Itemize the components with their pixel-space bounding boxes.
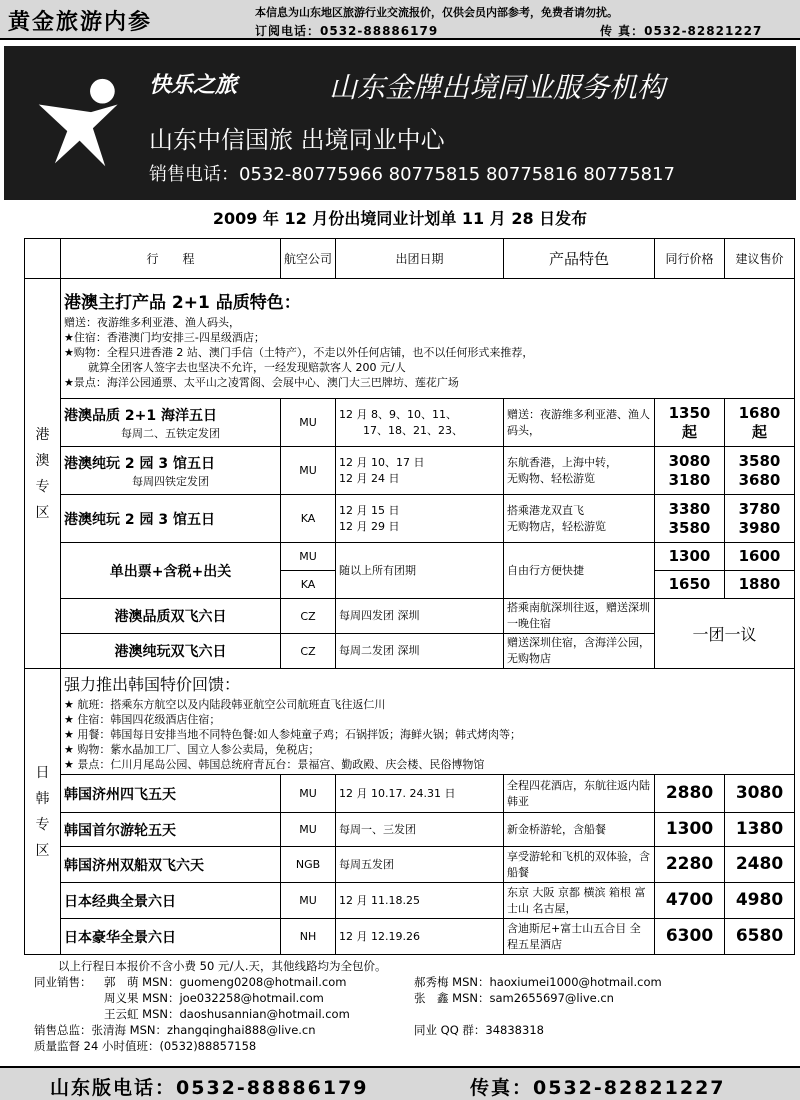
trade-price: 1650 [655, 571, 725, 599]
trade-suffix: 起 [681, 422, 697, 441]
plan-title: 2009 年 12 月份出境同业计划单 11 月 28 日发布 [212, 209, 588, 228]
member-notice: 本信息为山东地区旅游行业交流报价，仅供会员内部参考，免费者请勿扰。 [255, 6, 618, 19]
hk-detail: ★景点：海洋公园通票、太平山之凌霄阁、会展中心、澳门大三巴牌坊、莲花广场 [64, 375, 459, 389]
airline-cell: CZ [281, 599, 336, 634]
table-row [25, 599, 795, 634]
region-jk [25, 669, 61, 955]
retail-suffix: 起 [751, 422, 767, 441]
airline-cell: KA [281, 571, 336, 599]
airline-cell: MU [281, 813, 336, 847]
trade-price: 3380 [668, 499, 711, 518]
table-row [25, 813, 795, 847]
table-row [25, 543, 795, 571]
retail-price: 3680 [738, 470, 781, 489]
trade-price: 3180 [668, 470, 711, 489]
retail-price: 3580 [738, 451, 781, 470]
date-line: 12 月 10、17 日 [339, 455, 425, 469]
date-line: 17、18、21、23、 [363, 423, 463, 437]
airline-cell: MU [281, 775, 336, 813]
qq-group: 同业 QQ 群：34838318 [414, 1023, 544, 1037]
route-name: 单出票+含税+出关 [61, 543, 281, 599]
banner-agency: 山东金牌出境同业服务机构 [329, 71, 666, 104]
feature-cell: 全程四花酒店，东航往返内陆韩亚 [504, 775, 655, 813]
retail-price: 3080 [725, 775, 795, 813]
retail-price: 1880 [725, 571, 795, 599]
date-line: 12 月 15 日 [339, 503, 400, 517]
sales-contact: 张 鑫 MSN：sam2655697@live.cn [414, 991, 614, 1005]
route-note: 每周二、五铁定发团 [121, 426, 220, 440]
route-name: 日本经典全景六日 [61, 883, 281, 919]
table-header [25, 239, 795, 279]
airline-cell: KA [281, 495, 336, 543]
hk-detail: ★住宿：香港澳门均安排三-四星级酒店； [64, 330, 265, 344]
retail-price: 1600 [725, 543, 795, 571]
trade-price: 1350 [668, 403, 711, 422]
table-row [25, 495, 795, 543]
route-name: 港澳品质双飞六日 [61, 599, 281, 634]
trade-price: 1300 [655, 813, 725, 847]
negotiable-price: 一团一议 [655, 599, 795, 669]
price-remark: 以上行程日本报价不含小费 50 元/人.天，其他线路均为全包价。 [58, 959, 387, 973]
date-cell: 随以上所有团期 [336, 543, 504, 599]
trade-price: 2880 [655, 775, 725, 813]
feature-cell: 搭乘南航深圳往返，赠送深圳一晚住宿 [504, 599, 655, 634]
feature-cell: 东京 大阪 京都 横滨 箱根 富士山 名古屋， [504, 883, 655, 919]
sales-label: 同业销售： [34, 975, 92, 989]
masthead: 黄金旅游内参 [8, 10, 153, 35]
hk-intro [61, 279, 795, 399]
date-cell: 12 月 12.19.26 [336, 919, 504, 955]
airline-cell: MU [281, 543, 336, 571]
quality-hotline: 质量监督 24 小时值班：(0532)88857158 [34, 1039, 257, 1053]
plan-table [24, 238, 795, 955]
route-name: 韩国首尔游轮五天 [61, 813, 281, 847]
sales-contact: 王云虹 MSN：daoshusannian@hotmail.com [104, 1007, 350, 1021]
hk-detail: ★购物：全程只进香港 2 站、澳门手信（土特产），不走以外任何店铺，也不以任何形式来推荐， [64, 345, 534, 359]
banner-slogan: 快乐之旅 [149, 73, 238, 98]
route-name: 韩国济州四飞五天 [61, 775, 281, 813]
banner-name: 山东中信国旅 出境同业中心 [149, 126, 445, 154]
table-row [25, 775, 795, 813]
top-bar [0, 0, 800, 40]
feature-line: 无购物店，轻松游览 [507, 519, 606, 533]
route-name: 港澳纯玩 2 园 3 馆五日 [61, 495, 281, 543]
date-cell: 每周四发团 深圳 [336, 599, 504, 634]
date-cell: 每周二发团 深圳 [336, 634, 504, 669]
region-label: 日韩专区 [35, 764, 50, 859]
header-fax: 传 真：0532-82821227 [600, 24, 763, 38]
route-note: 每周四铁定发团 [132, 474, 209, 488]
footer-fax: 传真：0532-82821227 [470, 1077, 726, 1099]
route-name: 港澳纯玩双飞六日 [61, 634, 281, 669]
table-row [25, 883, 795, 919]
sales-contact: 周义果 MSN：joe032258@hotmail.com [104, 991, 324, 1005]
retail-price: 4980 [725, 883, 795, 919]
corner-cell [25, 239, 61, 279]
feature-cell: 赠送：夜游维多利亚港、渔人码头， [504, 399, 655, 447]
hk-headline: 港澳主打产品 2+1 品质特色： [64, 292, 301, 313]
sales-director: 销售总监：张清海 MSN：zhangqinghai888@live.cn [34, 1023, 316, 1037]
feature-line: 东航香港，上海中转， [507, 455, 617, 469]
trade-price: 3080 [668, 451, 711, 470]
retail-price: 1380 [725, 813, 795, 847]
airline-cell: NGB [281, 847, 336, 883]
region-hk [25, 279, 61, 669]
sales-contact: 郝秀梅 MSN：haoxiumei1000@hotmail.com [414, 975, 662, 989]
retail-price: 3780 [738, 499, 781, 518]
col-feature: 产品特色 [504, 239, 655, 279]
col-trade: 同行价格 [655, 239, 725, 279]
retail-price: 2480 [725, 847, 795, 883]
contacts-block [34, 958, 774, 1054]
hk-detail: 赠送：夜游维多利亚港、渔人码头， [64, 315, 240, 329]
date-cell: 12 月 11.18.25 [336, 883, 504, 919]
subscribe-phone: 订阅电话：0532-88886179 [255, 24, 439, 38]
table-row [25, 847, 795, 883]
hk-detail: 就算全团客人签字去也坚决不允许，一经发现赔款客人 200 元/人 [88, 360, 406, 374]
jk-detail: ★ 航班：搭乘东方航空以及内陆段韩亚航空公司航班直飞往返仁川 [64, 697, 386, 711]
date-cell: 每周一、三发团 [336, 813, 504, 847]
airline-cell: MU [281, 399, 336, 447]
jk-intro [61, 669, 795, 775]
date-cell: 12 月 10.17. 24.31 日 [336, 775, 504, 813]
footer-bar [0, 1066, 800, 1100]
running-figure-icon [34, 76, 129, 171]
airline-cell: NH [281, 919, 336, 955]
col-departure: 出团日期 [336, 239, 504, 279]
banner-phone: 销售电话：0532-80775966 80775815 80775816 80775817 [149, 164, 675, 185]
table-row [25, 447, 795, 495]
col-airline: 航空公司 [281, 239, 336, 279]
trade-price: 2280 [655, 847, 725, 883]
feature-line: 无购物、轻松游览 [507, 471, 595, 485]
trade-price: 1300 [655, 543, 725, 571]
date-line: 12 月 24 日 [339, 471, 400, 485]
col-retail: 建议售价 [725, 239, 795, 279]
route-name: 港澳纯玩 2 园 3 馆五日 [64, 455, 215, 472]
route-name: 韩国济州双船双飞六天 [61, 847, 281, 883]
col-route: 行 程 [61, 239, 281, 279]
jk-detail: ★ 景点：仁川月尾岛公园、韩国总统府青瓦台：景福宫、勤政殿、庆会楼、民俗博物馆 [64, 757, 485, 771]
date-line: 12 月 8、9、10、11、 [339, 407, 457, 421]
feature-cell: 赠送深圳住宿，含海洋公园，无购物店 [504, 634, 655, 669]
airline-cell: CZ [281, 634, 336, 669]
jk-headline: 强力推出韩国特价回馈： [64, 674, 241, 694]
jk-detail: ★ 购物：紫水晶加工厂、国立人参公卖局，免税店； [64, 742, 320, 756]
feature-line: 搭乘港龙双直飞 [507, 503, 584, 517]
retail-price: 1680 [738, 403, 781, 422]
jk-detail: ★ 住宿：韩国四花级酒店住宿； [64, 712, 221, 726]
feature-cell: 含迪斯尼+富士山五合目 全程五星酒店 [504, 919, 655, 955]
date-line: 12 月 29 日 [339, 519, 400, 533]
retail-price: 6580 [725, 919, 795, 955]
agency-banner [4, 46, 796, 200]
trade-price: 3580 [668, 518, 711, 537]
retail-price: 3980 [738, 518, 781, 537]
sales-contact: 郭 萌 MSN：guomeng0208@hotmail.com [104, 975, 347, 989]
route-name: 日本豪华全景六日 [61, 919, 281, 955]
trade-price: 4700 [655, 883, 725, 919]
region-label: 港澳专区 [35, 426, 50, 521]
trade-price: 6300 [655, 919, 725, 955]
route-name: 港澳品质 2+1 海洋五日 [64, 407, 217, 424]
date-cell: 每周五发团 [336, 847, 504, 883]
airline-cell: MU [281, 447, 336, 495]
jk-detail: ★ 用餐：韩国每日安排当地不同特色餐:如人参炖童子鸡；石锅拌饭；海鲜火锅；韩式烤肉等； [64, 727, 522, 741]
table-row [25, 399, 795, 447]
feature-cell: 享受游轮和飞机的双体验，含船餐 [504, 847, 655, 883]
feature-cell: 自由行方便快捷 [504, 543, 655, 599]
feature-cell: 新金桥游轮，含船餐 [504, 813, 655, 847]
footer-phone: 山东版电话：0532-88886179 [50, 1077, 369, 1099]
table-row [25, 919, 795, 955]
airline-cell: MU [281, 883, 336, 919]
